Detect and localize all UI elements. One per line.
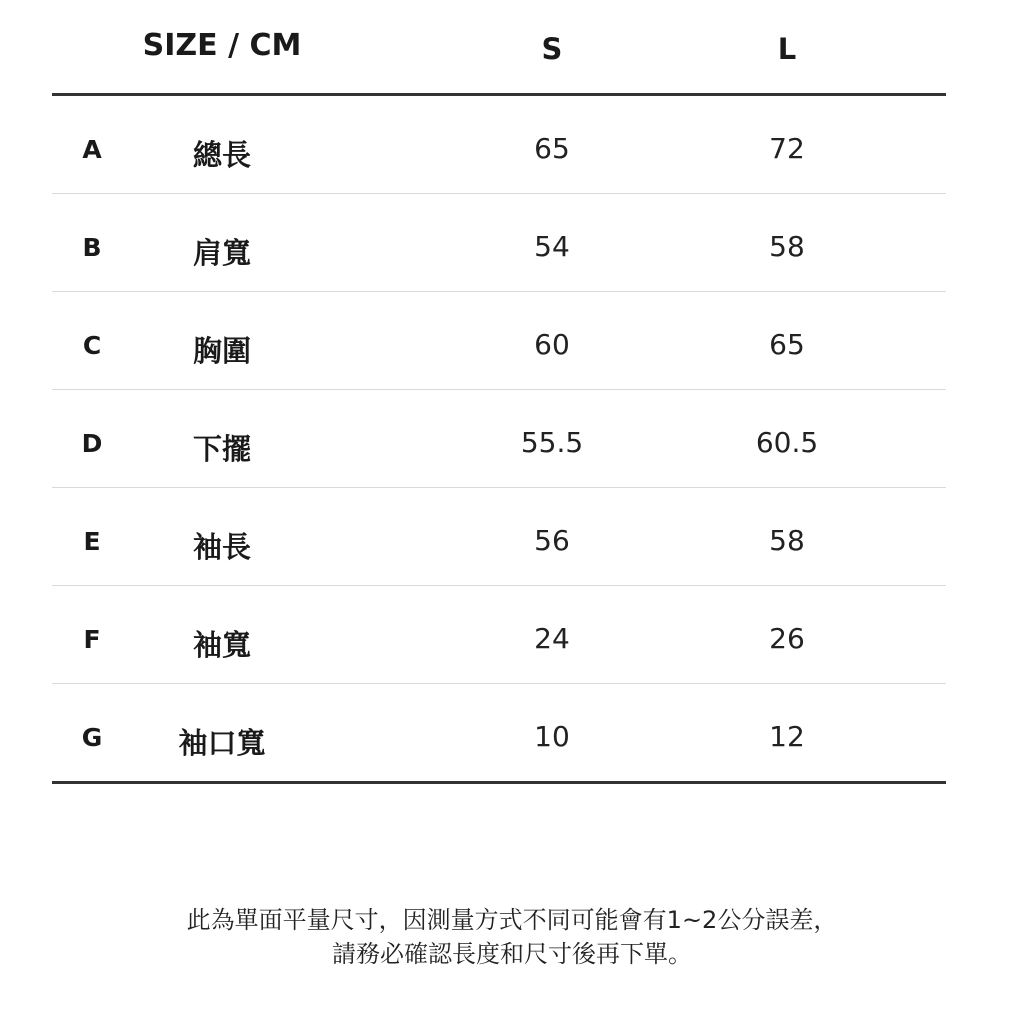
table-row [52,684,946,784]
size-unit-header: SIZE / CM [142,28,302,63]
row-value-s: 65 [534,132,570,165]
row-value-s: 24 [534,622,570,655]
row-measurement-name: 袖寬 [192,628,251,662]
column-header-s: S [541,32,563,66]
row-measurement-name: 胸圍 [192,334,251,368]
row-code: F [83,625,101,654]
row-measurement-name: 袖長 [192,530,251,564]
row-value-l: 65 [769,328,805,361]
row-value-s: 10 [534,720,570,753]
table-row [52,390,946,488]
disclaimer-line-1: 此為單面平量尺寸，因測量方式不同可能會有1~2公分誤差， [186,906,838,934]
disclaimer-line-2: 請務必確認長度和尺寸後再下單。 [332,940,692,968]
row-measurement-name: 袖口寬 [178,726,266,760]
row-value-l: 72 [769,132,805,165]
row-value-s: 60 [534,328,570,361]
row-code: C [82,331,102,360]
row-value-l: 12 [769,720,805,753]
row-measurement-name: 肩寬 [192,236,251,270]
size-chart-table [52,0,946,784]
table-row [52,586,946,684]
row-value-s: 55.5 [520,426,584,459]
row-value-l: 58 [769,524,805,557]
row-code: B [82,233,102,262]
table-row [52,96,946,194]
row-value-l: 58 [769,230,805,263]
row-measurement-name: 下擺 [192,432,251,466]
row-value-l: 26 [769,622,805,655]
table-row [52,292,946,390]
measurement-disclaimer [0,903,1024,971]
row-code: G [81,723,103,752]
row-value-l: 60.5 [755,426,819,459]
row-measurement-name: 總長 [192,138,251,172]
row-value-s: 56 [534,524,570,557]
table-header [52,0,946,96]
row-code: D [81,429,103,458]
row-value-s: 54 [534,230,570,263]
row-code: E [83,527,101,556]
column-header-l: L [777,32,797,66]
table-row [52,194,946,292]
table-row [52,488,946,586]
row-code: A [82,135,102,164]
